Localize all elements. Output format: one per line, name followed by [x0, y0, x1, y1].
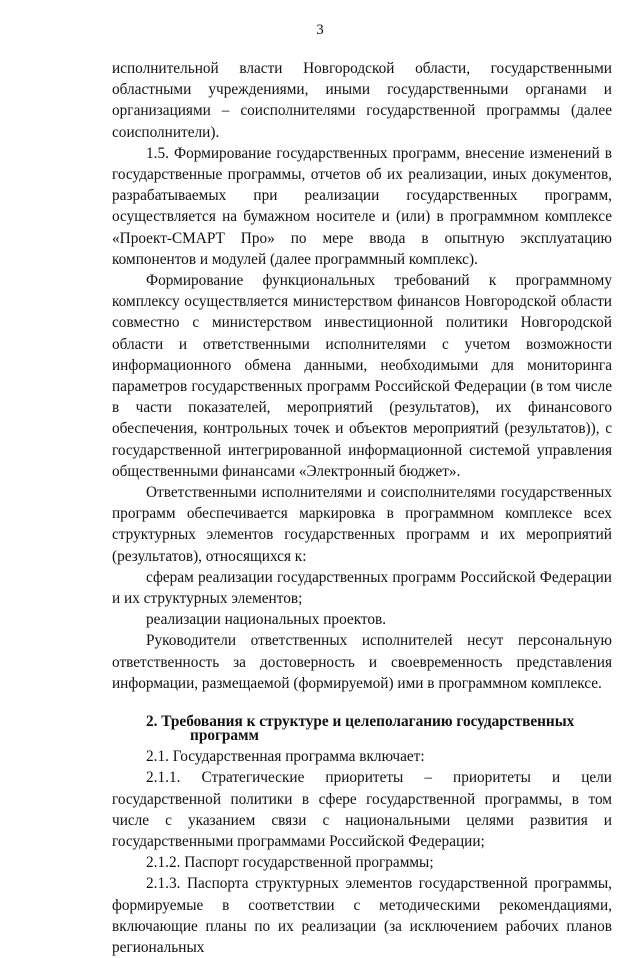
- paragraph-2-1-2: 2.1.2. Паспорт государственной программы;: [146, 854, 434, 872]
- paragraph-marking-item-1: сферам реализации государственных программ Российской Федерации и их структурных элементов;: [112, 568, 612, 608]
- section-heading-line-1: 2. Требования к структуре и целеполаганию государственных: [146, 713, 575, 731]
- paragraph-responsibility: Руководители ответственных исполнителей несут персональную ответственность за достоверность и своевременность представления информации, размещаемой (формируемой) ими в программном комплексе.: [112, 632, 612, 692]
- paragraph-functional-requirements: Формирование функциональных требований к программному комплексу осуществляется министерством финансов Новгородской области совместно с министерством инвестиционной политики Новгородской области и ответственными исполнителями с учетом возможности информационного обмена данными, необходимыми для мониторинга параметров государственных программ Российской Федерации (в том числе в части показателей, мероприятий (результатов), их финансового обеспечения, контрольных точек и объектов мероприятий (результатов)), с государственной интегрированной информационной системой управления общественными финансами «Электронный бюджет».: [112, 272, 612, 480]
- paragraph-2-1-1: 2.1.1. Стратегические приоритеты – приоритеты и цели государственной политики в сфере государственной программы, в том числе с указанием связи с национальными целями развития и государственными программами Российской Федерации;: [112, 769, 612, 850]
- paragraph-1-5: 1.5. Формирование государственных программ, внесение изменений в государственные программы, отчетов об их реализации, иных документов, разрабатываемых при реализации государственных программ, осуществляется на бумажном носителе и (или) в программном комплексе «Проект-СМАРТ Про» по мере ввода в опытную эксплуатацию компонентов и модулей (далее программный комплекс).: [112, 144, 612, 268]
- paragraph-2-1-3: 2.1.3. Паспорта структурных элементов государственной программы, формируемые в соответствии с методическими рекомендациями, включающие планы по их реализации (за исключением рабочих планов региональных: [112, 875, 612, 956]
- document-body: [112, 58, 612, 958]
- page-number: 3: [316, 22, 324, 38]
- paragraph-continuation: исполнительной власти Новгородской области, государственными областными учреждениями, иными государственными органами и организациями – соисполнителями государственной программы (далее соисполнители).: [112, 60, 612, 141]
- paragraph-marking: Ответственными исполнителями и соисполнителями государственных программ обеспечивается маркировка в программном комплексе всех структурных элементов государственных программ и их мероприятий (результатов), относящихся к:: [112, 484, 612, 565]
- section-heading-line-2: программ: [190, 727, 259, 745]
- paragraph-2-1: 2.1. Государственная программа включает:: [146, 748, 425, 766]
- paragraph-marking-item-2: реализации национальных проектов.: [146, 611, 387, 629]
